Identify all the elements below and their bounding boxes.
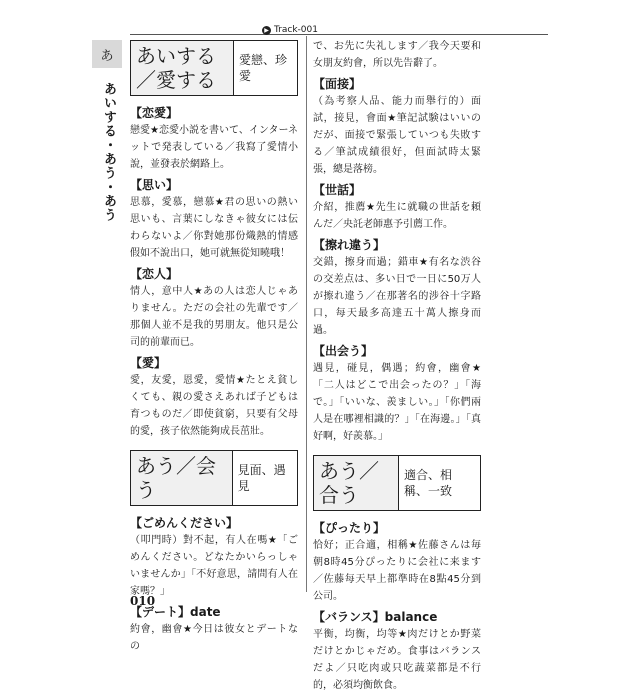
- play-icon: ▶: [262, 26, 271, 35]
- headword: あう／合う: [314, 456, 399, 510]
- entry-title: 【バランス】balance: [313, 610, 438, 624]
- entry-title: 【思い】: [130, 178, 179, 192]
- entry: [313, 75, 481, 178]
- entry-body: 平衡，均衡，均等★肉だけとか野菜だけとかじゃだめ。食事はバランスだよ／只吃肉或只吃蔬菜都是不行的，必須均衡飲食。: [313, 629, 481, 691]
- entry-title: 【愛】: [130, 356, 167, 370]
- entry: [313, 181, 481, 233]
- entry: [130, 514, 298, 600]
- headword-meaning: 愛戀、珍愛: [238, 53, 287, 83]
- entry: [313, 342, 481, 445]
- entry-body: 愛，友愛，恩愛，愛情★たとえ貧しくても、親の愛さえあれば子どもは育つものだ／即使貧窮，只要有父母的愛，孩子依然能夠成長茁壯。: [130, 375, 298, 437]
- entry-body: 遇見，碰見，偶遇；約會，幽會★「二人はどこで出会ったの？」「海で。」「いいな、羨ましい。」「你們兩人是在哪裡相識的？」「在海邊。」「真好啊，好羨慕。」: [313, 363, 481, 442]
- entry-body: 情人，意中人★あの人は恋人じゃありません。ただの会社の先輩です／那個人並不是我的男朋友。他只是公司的前輩而已。: [130, 286, 298, 348]
- entry: [313, 519, 481, 605]
- side-index-tab: [92, 40, 122, 68]
- entry: [313, 38, 481, 72]
- entry: [313, 608, 481, 694]
- entry: [130, 265, 298, 351]
- entry: [313, 236, 481, 339]
- entry-title: 【恋人】: [130, 267, 179, 281]
- entry: [130, 354, 298, 440]
- headword-box: [130, 40, 298, 96]
- entry-title: 【デート】date: [130, 605, 221, 619]
- headword: あいする／愛する: [131, 41, 234, 95]
- entry-title: 【恋愛】: [130, 106, 179, 120]
- entry: [130, 603, 298, 655]
- track-text: Track-001: [274, 25, 318, 35]
- entry: [130, 176, 298, 262]
- headword-box: [313, 455, 481, 511]
- headword: あう／会う: [131, 451, 233, 505]
- entry-body: （叩門時）對不起，有人在嗎★「ごめんください。どなたかいらっしゃいませんか」「不好意思，請問有人在家嗎？」: [130, 535, 298, 597]
- side-index-kana: あ: [100, 48, 114, 64]
- right-column: [313, 38, 481, 694]
- page-number: 010: [130, 594, 156, 608]
- entry-title: 【出会う】: [313, 344, 374, 358]
- entry-title: 【擦れ違う】: [313, 238, 386, 252]
- left-column: [130, 38, 298, 655]
- entry-body: で、お先に失礼します／我今天要和女朋友約會，所以先告辭了。: [313, 41, 481, 69]
- entry-body: 介紹，推薦★先生に就職の世話を頼んだ／央託老師惠予引薦工作。: [313, 202, 481, 230]
- column-divider: [306, 36, 307, 592]
- entry-body: 約會，幽會★今日は彼女とデートなの: [130, 624, 298, 652]
- entry-body: 戀愛★恋愛小説を書いて、インターネットで発表している／我寫了愛情小說，並發表於網路上。: [130, 125, 298, 170]
- entry: [130, 104, 298, 173]
- entry-body: （為考察人品、能力而舉行的）面試，接見，會面★筆記試験はいいのだが、面接で緊張していつも失敗する／筆試成績很好，但面試時太緊張，總是落榜。: [313, 96, 481, 175]
- entry-body: 恰好；正合適，相稱★佐藤さんは毎朝8時45分ぴったりに会社に来ます／佐藤每天早上都準時在8點45分到公司。: [313, 540, 481, 602]
- entry-title: 【ごめんください】: [130, 516, 239, 530]
- entry-title: 【ぴったり】: [313, 521, 386, 535]
- entry-title: 【面接】: [313, 77, 362, 91]
- entry-title: 【世話】: [313, 183, 362, 197]
- entry-body: 思慕，愛慕，戀慕★君の思いの熱い思いも、言葉にしなきゃ彼女には伝わらないよ／你對她那份熾熱的情感假如不說出口，她可就無從知曉哦！: [130, 197, 298, 259]
- audio-track-label: [262, 25, 318, 35]
- side-vertical-label: あいする・あう・あう: [101, 82, 116, 222]
- entry-body: 交錯，擦身而過；錯車★有名な渋谷の交差点は、多い日で一日に50万人が擦れ違う／在那著名的涉谷十字路口，每天最多高達五十萬人擦身而過。: [313, 257, 481, 336]
- top-rule: [130, 34, 548, 35]
- headword-meaning: 適合、相稱、一致: [403, 468, 452, 498]
- headword-meaning: 見面、遇見: [237, 463, 286, 493]
- headword-box: [130, 450, 298, 506]
